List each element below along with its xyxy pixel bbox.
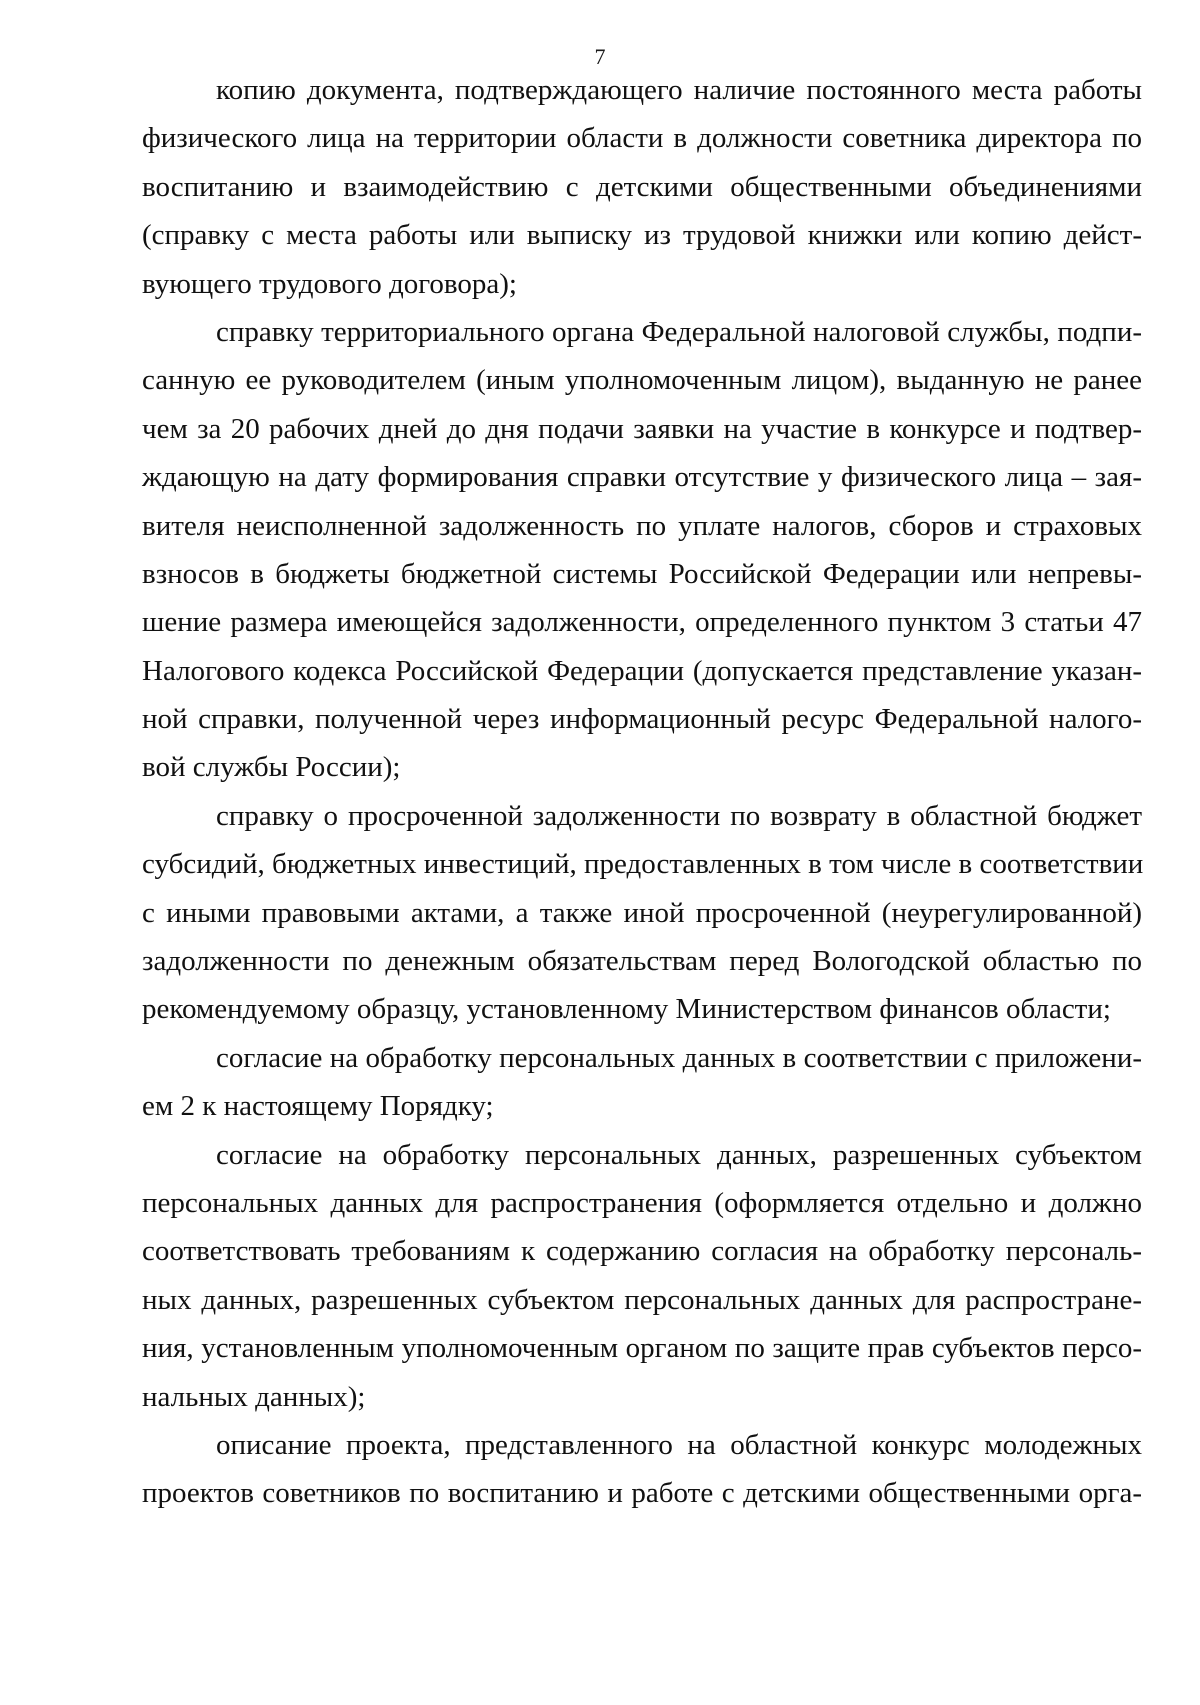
text-line: субсидий, бюджетных инвестиций, предоставленных в том числе в соответствии bbox=[142, 848, 1144, 881]
text-line: чем за 20 рабочих дней до дня подачи заявки на участие в конкурсе и подтвер- bbox=[142, 412, 1142, 445]
text-line: персональных данных для распространения (оформляется отдельно и должно bbox=[142, 1186, 1142, 1219]
text-line: санную ее руководителем (иным уполномоченным лицом), выданную не ранее bbox=[142, 364, 1142, 397]
text-line: Налогового кодекса Российской Федерации (допускается представление указан- bbox=[142, 654, 1142, 687]
text-line: шение размера имеющейся задолженности, определенного пунктом 3 статьи 47 bbox=[142, 606, 1142, 639]
body-text bbox=[142, 66, 1142, 1518]
page-number: 7 bbox=[594, 44, 606, 69]
text-line: ной справки, полученной через информационный ресурс Федеральной налого- bbox=[142, 703, 1142, 736]
text-line: ных данных, разрешенных субъектом персональных данных для распростране- bbox=[142, 1283, 1142, 1316]
text-line: соответствовать требованиям к содержанию согласия на обработку персональ- bbox=[142, 1235, 1142, 1268]
text-line: копию документа, подтверждающего наличие постоянного места работы bbox=[216, 74, 1142, 106]
text-line: описание проекта, представленного на областной конкурс молодежных bbox=[216, 1428, 1142, 1461]
text-line: воспитанию и взаимодействию с детскими общественными объединениями bbox=[142, 170, 1142, 203]
text-line: справку о просроченной задолженности по возврату в областной бюджет bbox=[216, 799, 1142, 832]
text-line: вой службы России); bbox=[142, 751, 401, 784]
text-line: справку территориального органа Федеральной налоговой службы, подпи- bbox=[216, 315, 1142, 348]
text-line: проектов советников по воспитанию и работе с детскими общественными орга- bbox=[142, 1477, 1142, 1510]
text-line: согласие на обработку персональных данных, разрешенных субъектом bbox=[216, 1138, 1142, 1171]
text-line: рекомендуемому образцу, установленному Министерством финансов области; bbox=[142, 993, 1111, 1026]
text-line: задолженности по денежным обязательствам перед Вологодской областью по bbox=[142, 945, 1142, 978]
text-line: ния, установленным уполномоченным органом по защите прав субъектов персо- bbox=[142, 1332, 1142, 1365]
text-line: взносов в бюджеты бюджетной системы Российской Федерации или непревы- bbox=[142, 557, 1142, 590]
text-line: ждающую на дату формирования справки отсутствие у физического лица – зая- bbox=[142, 461, 1142, 494]
text-line: вующего трудового договора); bbox=[142, 267, 517, 300]
text-line: вителя неисполненной задолженность по уплате налогов, сборов и страховых bbox=[142, 509, 1142, 542]
text-line: (справку с места работы или выписку из трудовой книжки или копию дейст- bbox=[142, 219, 1142, 252]
text-line: ем 2 к настоящему Порядку; bbox=[142, 1090, 494, 1123]
text-line: нальных данных); bbox=[142, 1380, 366, 1413]
text-line: согласие на обработку персональных данных в соответствии с приложени- bbox=[216, 1041, 1142, 1074]
text-line: физического лица на территории области в должности советника директора по bbox=[142, 122, 1142, 155]
text-line: с иными правовыми актами, а также иной просроченной (неурегулированной) bbox=[142, 896, 1142, 929]
